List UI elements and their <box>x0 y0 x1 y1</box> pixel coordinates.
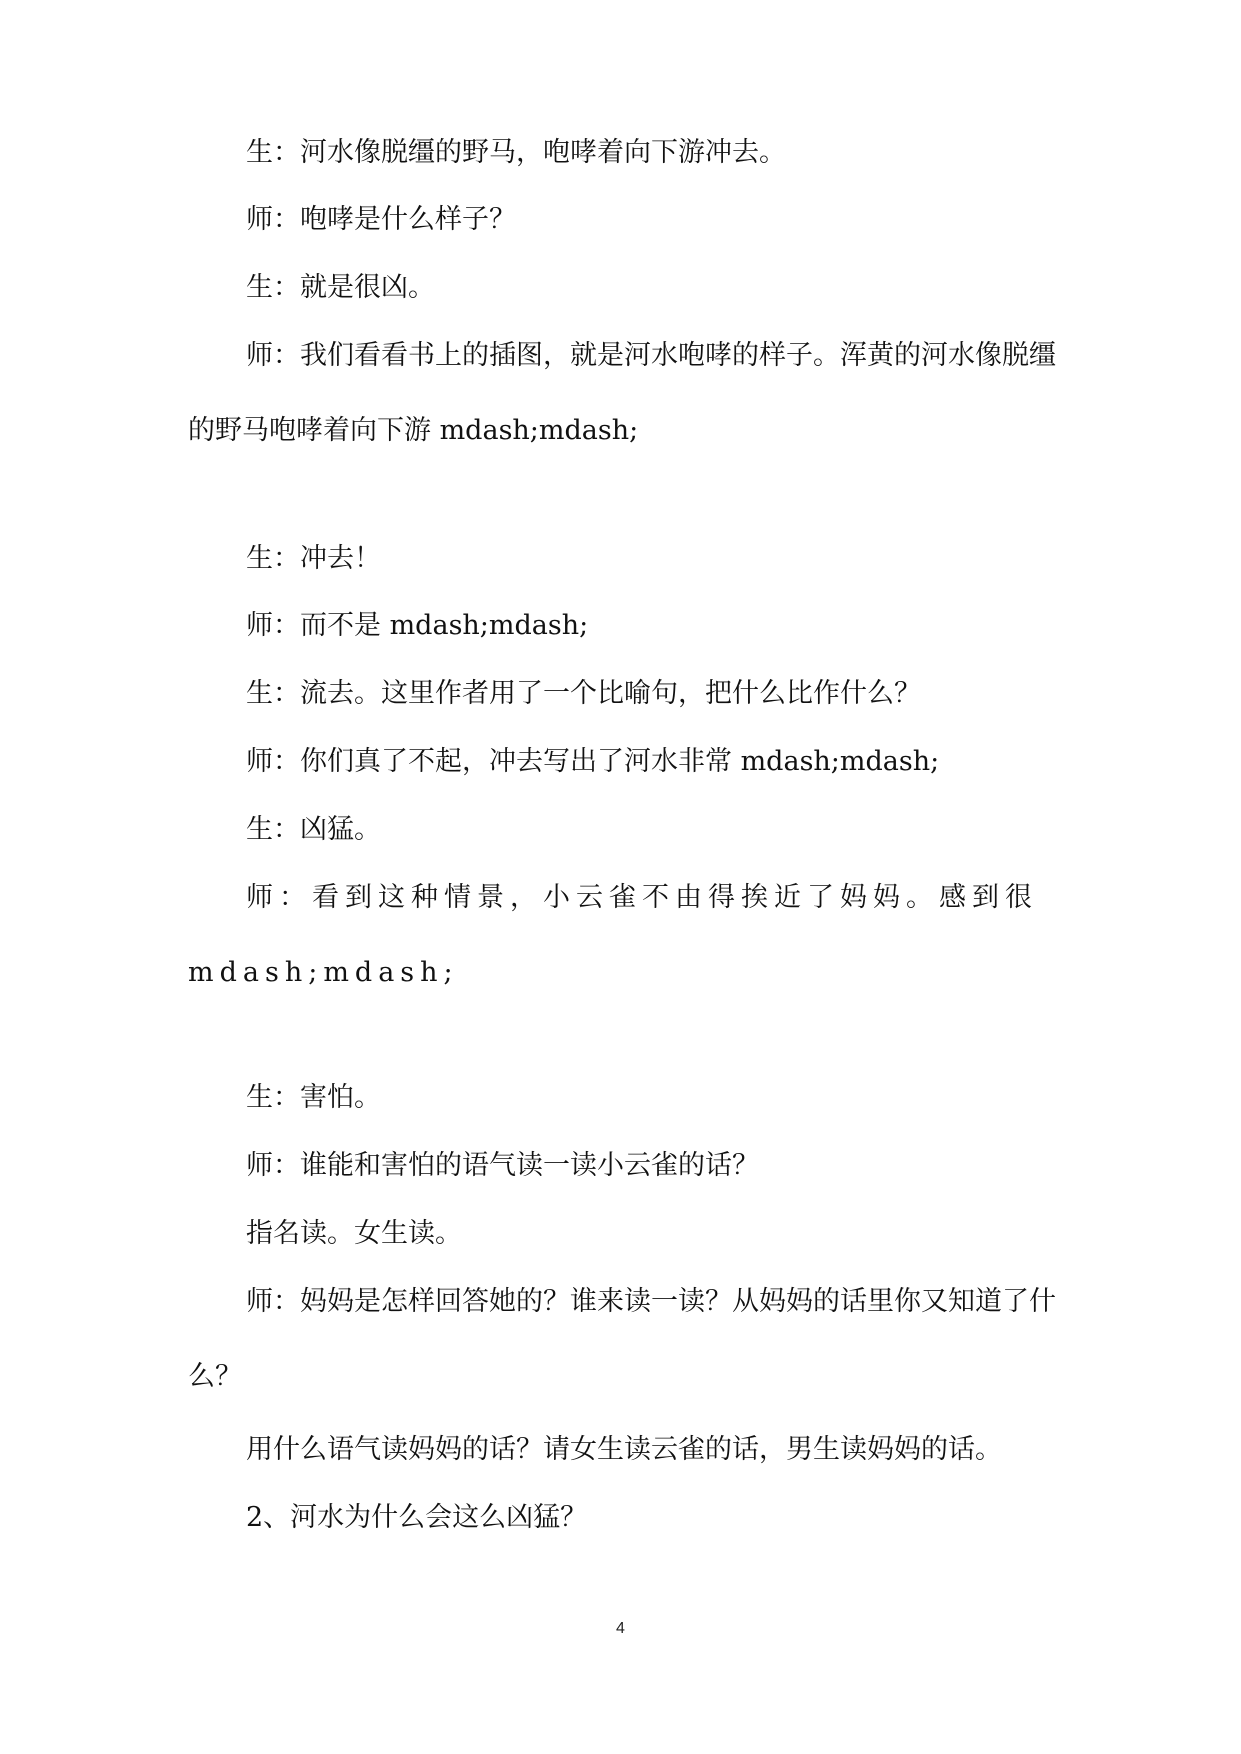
paragraph: 用什么语气读妈妈的话？请女生读云雀的话，男生读妈妈的话。 <box>246 1434 1002 1465</box>
paragraph: 指名读。女生读。 <box>246 1218 462 1249</box>
paragraph: 生：河水像脱缰的野马，咆哮着向下游冲去。 <box>246 137 786 168</box>
paragraph: 师：你们真了不起，冲去写出了河水非常 mdash;mdash; <box>246 746 940 777</box>
paragraph: 生：流去。这里作者用了一个比喻句，把什么比作什么？ <box>246 678 921 709</box>
paragraph: 生：就是很凶。 <box>246 272 435 303</box>
paragraph: 师：看到这种情景，小云雀不由得挨近了妈妈。感到很 mdash;mdash; <box>188 882 1038 988</box>
paragraph: 师：谁能和害怕的语气读一读小云雀的话？ <box>246 1150 759 1181</box>
paragraph: 2、河水为什么会这么凶猛？ <box>246 1502 588 1533</box>
paragraph: 师：我们看看书上的插图，就是河水咆哮的样子。浑黄的河水像脱缰的野马咆哮着向下游 mdash;mdash; <box>188 340 1056 446</box>
page-number: 4 <box>616 1620 625 1637</box>
paragraph: 师：咆哮是什么样子？ <box>246 204 516 235</box>
paragraph: 师：而不是 mdash;mdash; <box>246 610 589 641</box>
paragraph: 生：害怕。 <box>246 1082 381 1113</box>
paragraph: 生：冲去！ <box>246 543 381 574</box>
paragraph: 生：凶猛。 <box>246 814 381 845</box>
paragraph: 师：妈妈是怎样回答她的？谁来读一读？从妈妈的话里你又知道了什么？ <box>188 1286 1056 1392</box>
